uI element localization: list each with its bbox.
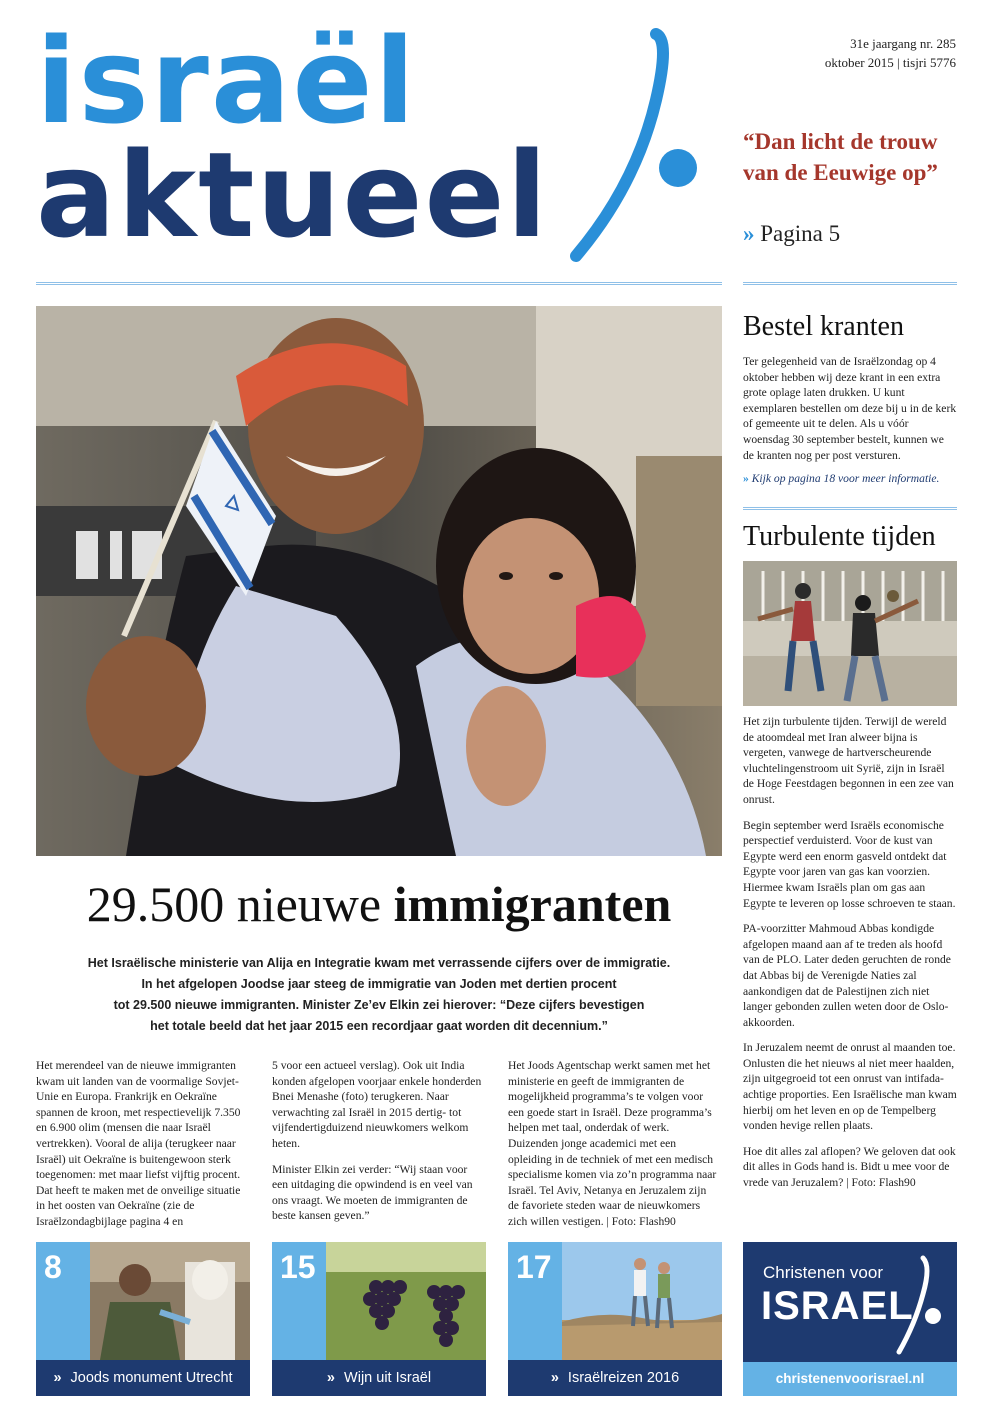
chevron-right-icon: » bbox=[743, 221, 755, 246]
tile-page-number: 17 bbox=[516, 1249, 552, 1285]
lead-line: In het afgelopen Joodse jaar steeg de immigratie van Joden met dertien procent bbox=[141, 977, 617, 991]
tile-page-number: 15 bbox=[280, 1249, 316, 1285]
tile-caption: Wijn uit Israël bbox=[344, 1370, 432, 1386]
sidebar-bestel-link[interactable] bbox=[743, 471, 957, 487]
lead-line: Het Israëlische ministerie van Alija en Integratie kwam met verrassende cijfers over de immigratie. bbox=[87, 956, 671, 970]
sidebar-bestel-body: Ter gelegenheid van de Israëlzondag op 4 oktober hebben wij deze krant in een extra grote oplage laten drukken. U kunt exemplaren bestellen om deze bij u in de kerk of gemeente uit te delen. Als u vóór woensdag 30 september bestelt, kunnen we de kranten nog per post versturen. bbox=[743, 355, 957, 462]
sidebar-turbulent-paragraph: Begin september werd Israëls economische perspectief verduisterd. Voor de kust van Egypte werd een enorm gasveld ontdekt dat Egypte voor jaren van gas kan voorzien. Hiermee kwam Israëls plan om gas aan Egypte te leveren op losse schroeven te staan. bbox=[743, 818, 956, 910]
chevron-right-icon: » bbox=[550, 1370, 559, 1386]
turbulent-photo-protesters bbox=[743, 561, 957, 706]
article-column-2 bbox=[272, 1058, 484, 1224]
cvi-website-link[interactable]: christenenvoorisrael.nl bbox=[743, 1362, 957, 1396]
article-paragraph: Het Joods Agentschap werkt samen met het ministerie en geeft de immigranten de mogelijkheid programma’s te volgen voor een goede start in Israël. Deze programma’s helpen met taal, onderdak of werk. Duizenden jonge academici met een opleiding in de techniek of met een medisch specialisme komen via zo’n programma naar Israël. Tel Aviv, Netanya en Jeruzalem zijn de favoriete steden waar de nieuwkomers zich willen vestigen. | Foto: Flash90 bbox=[508, 1059, 717, 1228]
christenen-voor-israel-banner[interactable] bbox=[743, 1242, 957, 1396]
cvi-line2: ISRAEL bbox=[761, 1284, 914, 1328]
sidebar-turbulent-paragraph: PA-voorzitter Mahmoud Abbas kondigde afgelopen maand aan af te treden als hoofd van de PLO. Later deden geruchten de ronde dat Abbas bij de Verenigde Naties zal aankondigen dat de Palestijnen zich niet langer gebonden zullen weten door de Oslo-akkoorden. bbox=[743, 922, 951, 1029]
teaser-page-link[interactable] bbox=[743, 219, 840, 249]
teaser-quote[interactable]: “Dan licht de trouw van de Eeuwige op” bbox=[743, 129, 938, 185]
sidebar-title-bestel: Bestel kranten bbox=[743, 311, 904, 342]
chevron-right-icon: » bbox=[53, 1370, 62, 1386]
issue-volume: 31e jaargang nr. 285 bbox=[850, 36, 956, 51]
main-headline bbox=[36, 872, 722, 936]
sidebar-turbulent-paragraph: Het zijn turbulente tijden. Terwijl de wereld de atoomdeal met Iran alweer bijna is vergeten, vanwege de hartverscheurende vluchtelingenstroom uit Syrië, zijn in Israël de Hoge Feestdagen begonnen in een zee van onrust. bbox=[743, 715, 954, 806]
teaser-tile-joods-monument[interactable] bbox=[36, 1242, 250, 1396]
sidebar-bestel-link-text: Kijk op pagina 18 voor meer informatie. bbox=[751, 472, 940, 486]
masthead-slash-dot-logo bbox=[560, 20, 710, 270]
sidebar-divider bbox=[743, 507, 957, 510]
article-column-3 bbox=[508, 1058, 720, 1230]
article-column-1 bbox=[36, 1058, 248, 1230]
header-divider-left bbox=[36, 282, 722, 285]
tile-caption-bar bbox=[272, 1360, 486, 1396]
masthead-title-aktueel: aktueel bbox=[36, 126, 550, 264]
masthead-title-israel: israël bbox=[36, 12, 417, 150]
teaser-page-label: Pagina 5 bbox=[760, 221, 841, 246]
sidebar-turbulent-article bbox=[743, 714, 957, 1191]
lead-line: het totale beeld dat het jaar 2015 een recordjaar gaat worden dit decennium.” bbox=[150, 1019, 608, 1033]
issue-info bbox=[825, 34, 956, 72]
issue-date: oktober 2015 | tisjri 5776 bbox=[824, 55, 956, 70]
sidebar-turbulent-paragraph: In Jeruzalem neemt de onrust al maanden toe. Onlusten die het nieuws al niet meer haalden, zijn uitgegroeid tot een onrust van intifada-achtige proporties. Een Israëlische man kwam hierbij om het leven en op de Tempelberg vonden hevige rellen plaats. bbox=[743, 1041, 957, 1133]
article-paragraph: Het merendeel van de nieuwe immigranten kwam uit landen van de voormalige Sovjet-Unie en Europa. Frankrijk en Oekraïne spannen de kroon, met respectievelijk 7.350 en 6.900 olim (mensen die naar Israël vertrekken). Vooral de alija (terugkeer naar Israël) uit Oekraïne is buitengewoon sterk toegenomen: met maar liefst vijftig procent. Dat heeft te maken met de onveilige situatie in het oosten van Oekraïne (zie de Israëlzondagbijlage pagina 4 en bbox=[36, 1059, 241, 1228]
header-divider-right bbox=[743, 282, 957, 285]
lead-paragraph bbox=[86, 953, 672, 1037]
hero-photo-immigrant-mother-child bbox=[36, 306, 722, 856]
tile-caption: Joods monument Utrecht bbox=[70, 1370, 233, 1386]
tile-photo-travellers bbox=[562, 1242, 722, 1360]
tile-caption: Israëlreizen 2016 bbox=[567, 1370, 680, 1386]
lead-line: tot 29.500 nieuwe immigranten. Minister Ze’ev Elkin zei hierover: “Deze cijfers bevestigen bbox=[113, 998, 645, 1012]
tile-caption-bar bbox=[508, 1360, 722, 1396]
headline-light-part: 29.500 nieuwe bbox=[86, 876, 382, 932]
teaser-tile-wijn[interactable] bbox=[272, 1242, 486, 1396]
sidebar-title-turbulent: Turbulente tijden bbox=[743, 521, 936, 552]
tile-photo-grapes bbox=[326, 1242, 486, 1360]
tile-caption-bar bbox=[36, 1360, 250, 1396]
headline-bold-part: immigranten bbox=[393, 876, 672, 932]
sidebar-turbulente-tijden-heading bbox=[743, 520, 957, 554]
teaser-tile-israelreizen[interactable] bbox=[508, 1242, 722, 1396]
cvi-slash-dot-logo bbox=[895, 1254, 945, 1359]
chevron-right-icon: » bbox=[743, 472, 749, 486]
article-paragraph: Minister Elkin zei verder: “Wij staan voor een uitdaging die opwindend is en veel van ons vraagt. We moeten de immigranten de beste kansen geven.” bbox=[272, 1162, 473, 1223]
sidebar-bestel-kranten bbox=[743, 310, 957, 487]
tile-photo-sculptor bbox=[90, 1242, 250, 1360]
sidebar-turbulent-paragraph: Hoe dit alles zal aflopen? We geloven dat ook dit alles in Gods hand is. Bidt u mee voor de vrede van Jeruzalem? | Foto: Flash90 bbox=[743, 1144, 956, 1190]
tile-page-number: 8 bbox=[44, 1249, 62, 1285]
chevron-right-icon: » bbox=[326, 1370, 335, 1386]
cvi-line1: Christenen voor bbox=[763, 1263, 884, 1282]
article-paragraph: 5 voor een actueel verslag). Ook uit India konden afgelopen voorjaar enkele honderden Bnei Menashe (foto) terugkeren. Naar verwachting zal Israël in 2015 dertig- tot vijfendertigduizend nieuwkomers welkom heten. bbox=[272, 1059, 482, 1150]
